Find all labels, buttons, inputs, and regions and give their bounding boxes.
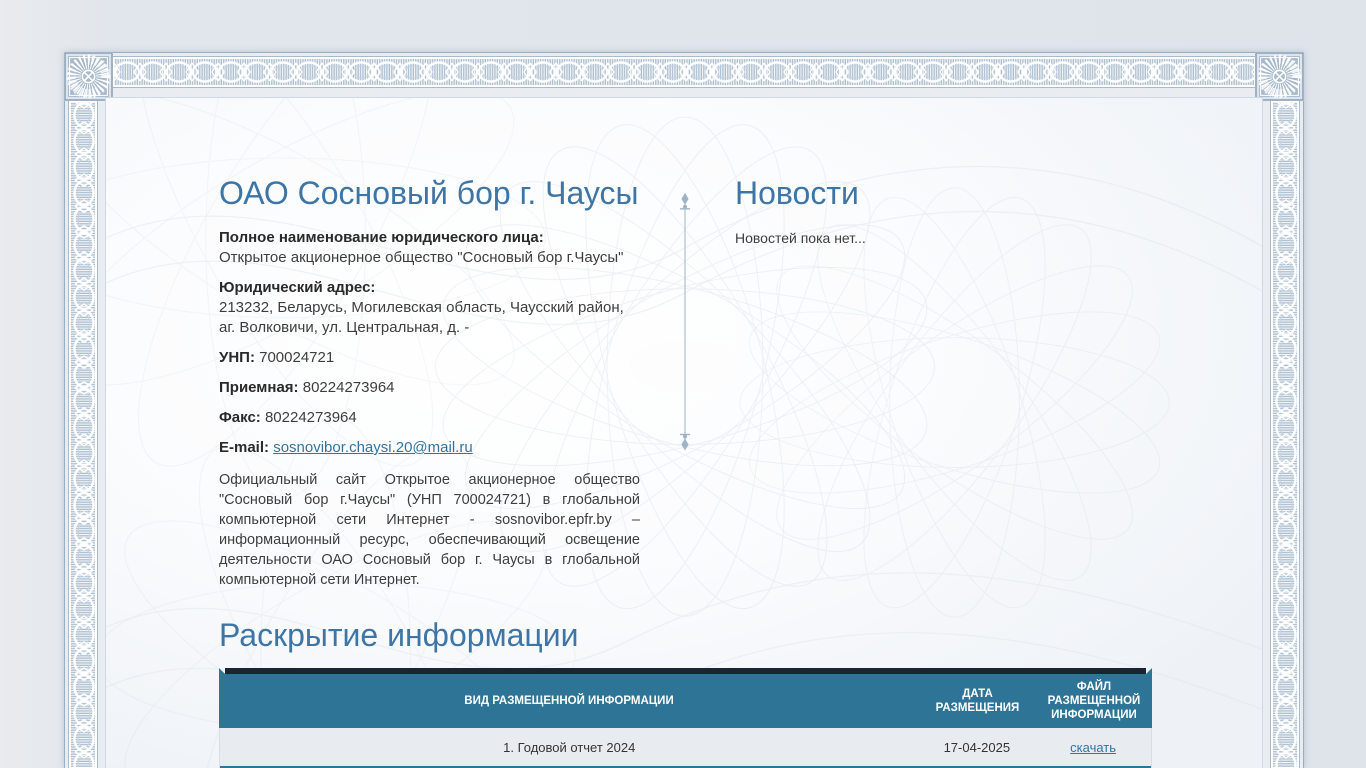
field-label: Юридический адрес:: [219, 279, 376, 296]
field-label: E-mail:: [219, 439, 270, 456]
field-full-name: [219, 228, 640, 268]
column-header-file: ФАЙЛ РАЗМЕЩЕННОЙ ИНФОРМАЦИИ: [1047, 681, 1141, 721]
field-value: Открытое акционерное общество "Сосновый бор г.Чаусы": [219, 249, 624, 266]
table-body: [219, 728, 1152, 768]
cell-info-type: 1. Годовой отчет 2024: [503, 739, 636, 755]
news-title: Новости: [735, 175, 859, 211]
table-header-row: [219, 674, 1152, 728]
field-label: Приемная:: [219, 379, 299, 396]
table-row: [220, 728, 1151, 768]
field-value: 80224273964: [302, 379, 395, 396]
frame-border-left: [68, 99, 98, 768]
column-header-date: ДАТА РАЗМЕЩЕНИЯ: [935, 688, 1020, 714]
rosette-corner-icon: [1255, 52, 1304, 101]
disclosure-section: [219, 616, 1155, 768]
field-unp: [219, 348, 640, 368]
certificate-frame: [64, 52, 1304, 768]
email-link[interactable]: sosnovibor.chaysi.20@mail.ru: [273, 439, 473, 456]
ribbon-fold-right: [1146, 668, 1152, 674]
field-fax: [219, 408, 640, 428]
column-header-info-type: ВИД РАЗМЕЩЕННОЙ ИНФОРМАЦИИ: [464, 695, 674, 707]
company-info-section: [219, 174, 640, 605]
cell-file: [1035, 740, 1151, 755]
field-value: 80224273964: [264, 409, 357, 426]
news-section: [735, 174, 1165, 248]
frame-border-right: [1270, 99, 1300, 768]
field-label: Полное наименование юридического лица:: [219, 229, 544, 246]
rosette-corner-icon: [64, 52, 113, 101]
field-email: [219, 438, 640, 458]
page-content: [105, 97, 1263, 768]
disclosure-title: Раскрытие информации: [219, 617, 579, 653]
page-title: ОАО Сосновый бор г. Чаусы: [219, 175, 639, 211]
field-value: 700024721: [259, 349, 335, 366]
column-divider: [680, 194, 690, 450]
ribbon-fold-left: [219, 668, 225, 674]
field-reception-phone: [219, 378, 640, 398]
field-label: Факс:: [219, 409, 261, 426]
about-site-paragraph: Официальный сайт Открытое акционерное общество "Сосновый бор г.Чаусы" (УНП 700024721) в глобальной компьютерной сети Интернет - sosnovibor.epfr.by – информационный ресурс, обеспечивающий освещение деятельности ОАО Сосновый бор г. Чаусы в глобальной компьютерной сети Интернет.: [219, 472, 640, 588]
field-legal-address: [219, 278, 640, 338]
frame-border-top: [111, 56, 1257, 88]
field-label: УНП:: [219, 349, 255, 366]
news-empty-text: Новостей пока нет...: [735, 230, 866, 246]
disclosure-table: [219, 674, 1152, 768]
cell-date: 17-04-2025: [943, 739, 1011, 755]
download-link[interactable]: скачать: [1070, 739, 1117, 755]
field-value: 213232, Беларусь, Могилевская область, Чаусский район, аг. Волковичи, ул. Центральная, д. -: [219, 299, 624, 336]
